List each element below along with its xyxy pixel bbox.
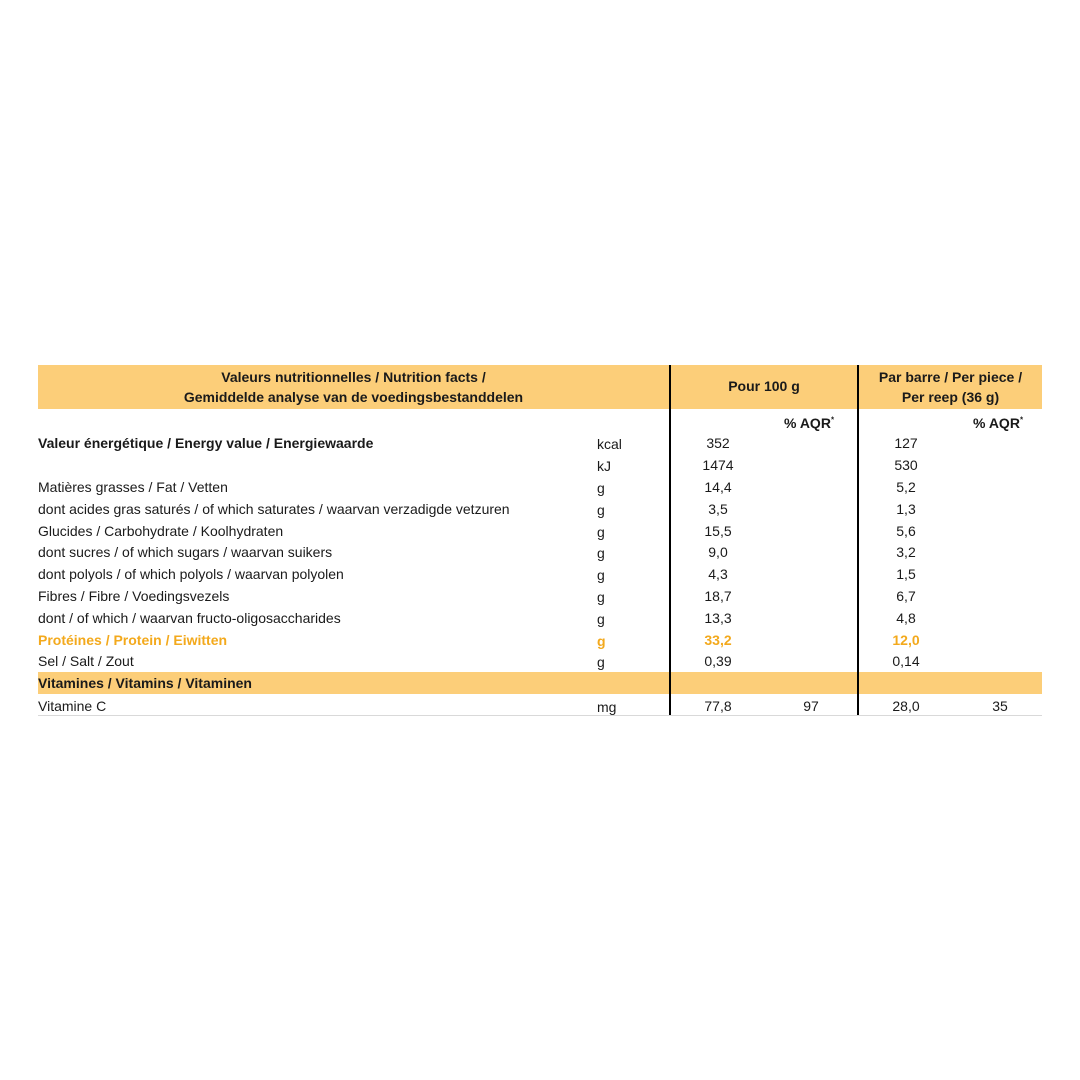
nutrient-per100: 3,5: [708, 501, 728, 517]
column-divider-perpiece: [857, 365, 859, 715]
perpiece-header: [859, 367, 1042, 407]
nutrient-unit: g: [597, 480, 605, 496]
nutrient-unit: g: [597, 502, 605, 518]
nutrient-per100: 0,39: [704, 653, 732, 669]
nutrient-per100: 18,7: [704, 588, 732, 604]
vitamin-c-unit: mg: [597, 699, 617, 715]
nutrient-per100: 9,0: [708, 544, 728, 560]
per100-header: Pour 100 g: [728, 378, 800, 394]
nutrient-perpiece: 530: [894, 457, 918, 473]
nutrient-label: Glucides / Carbohydrate / Koolhydraten: [38, 523, 284, 539]
aqr-label-perpiece: % AQR*: [973, 415, 1024, 431]
nutrient-label: Valeur énergétique / Energy value / Energiewaarde: [38, 435, 374, 451]
nutrient-perpiece: 1,3: [896, 501, 916, 517]
nutrient-unit: kcal: [597, 436, 622, 452]
nutrient-label: Protéines / Protein / Eiwitten: [38, 632, 228, 648]
nutrient-per100: 33,2: [704, 632, 732, 648]
vitamin-c-per100: 77,8: [704, 698, 732, 714]
nutrient-label: dont acides gras saturés / of which saturates / waarvan verzadigde vetzuren: [38, 501, 510, 517]
nutrient-perpiece: 4,8: [896, 610, 916, 626]
nutrient-label: dont / of which / waarvan fructo-oligosaccharides: [38, 610, 341, 626]
aqr-label-per100: % AQR*: [784, 415, 835, 431]
nutrient-per100: 14,4: [704, 479, 732, 495]
table-title-line1: Valeurs nutritionnelles / Nutrition facts /: [221, 369, 486, 385]
nutrient-unit: g: [597, 589, 605, 605]
vitamin-c-label: Vitamine C: [38, 698, 107, 714]
nutrient-per100: 352: [706, 435, 730, 451]
vitamin-c-perpiece: 28,0: [892, 698, 920, 714]
perpiece-header-line1: Par barre / Per piece /: [878, 369, 1023, 385]
nutrient-unit: g: [597, 545, 605, 561]
nutrient-label: dont polyols / of which polyols / waarvan polyolen: [38, 566, 344, 582]
nutrient-perpiece: 6,7: [896, 588, 916, 604]
nutrient-perpiece: 5,6: [896, 523, 916, 539]
nutrient-label: Matières grasses / Fat / Vetten: [38, 479, 228, 495]
nutrient-label: dont sucres / of which sugars / waarvan suikers: [38, 544, 333, 560]
vitamin-c-aqr100: 97: [803, 698, 819, 714]
nutrient-perpiece: 0,14: [892, 653, 920, 669]
nutrient-perpiece: 12,0: [892, 632, 920, 648]
nutrient-label: Sel / Salt / Zout: [38, 653, 134, 669]
nutrient-per100: 4,3: [708, 566, 728, 582]
nutrient-unit: g: [597, 654, 605, 670]
vitamins-section-title: Vitamines / Vitamins / Vitaminen: [38, 675, 252, 691]
nutrient-unit: g: [597, 633, 606, 649]
nutrient-per100: 13,3: [704, 610, 732, 626]
nutrition-table: [38, 365, 1042, 716]
nutrient-perpiece: 5,2: [896, 479, 916, 495]
table-bottom-line: [38, 715, 1042, 716]
column-divider-per100: [669, 365, 671, 715]
nutrient-per100: 15,5: [704, 523, 732, 539]
perpiece-header-line2: Per reep (36 g): [901, 389, 1000, 405]
nutrient-per100: 1474: [702, 457, 734, 473]
table-title-line2: Gemiddelde analyse van de voedingsbestanddelen: [183, 389, 524, 405]
nutrient-perpiece: 127: [894, 435, 918, 451]
nutrient-unit: g: [597, 524, 605, 540]
nutrient-unit: g: [597, 567, 605, 583]
nutrient-label: Fibres / Fibre / Voedingsvezels: [38, 588, 230, 604]
nutrient-perpiece: 3,2: [896, 544, 916, 560]
nutrient-perpiece: 1,5: [896, 566, 916, 582]
nutrient-unit: g: [597, 611, 605, 627]
table-title: [38, 367, 669, 407]
nutrient-unit: kJ: [597, 458, 611, 474]
vitamin-c-aqrpiece: 35: [992, 698, 1008, 714]
